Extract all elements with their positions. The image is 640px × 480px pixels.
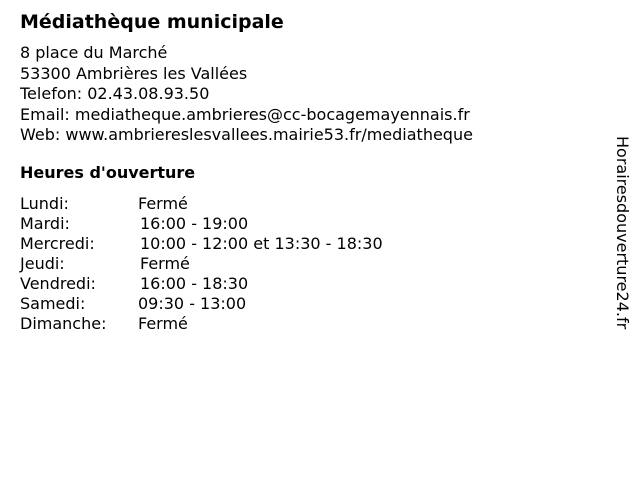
day-label: Jeudi: [20, 254, 65, 273]
street-address: 8 place du Marché [20, 43, 168, 62]
day-label: Dimanche: [20, 314, 107, 333]
hours-value: Fermé [138, 314, 188, 333]
phone-number: Telefon: 02.43.08.93.50 [20, 84, 210, 103]
day-label: Mardi: [20, 214, 70, 233]
site-watermark: Horairesdouverture24.fr [613, 136, 632, 330]
day-label: Mercredi: [20, 234, 95, 253]
hours-value: 10:00 - 12:00 et 13:30 - 18:30 [140, 234, 383, 253]
day-label: Samedi: [20, 294, 86, 313]
hours-value: Fermé [140, 254, 190, 273]
hours-value: Fermé [138, 194, 188, 213]
page-title: Médiathèque municipale [20, 11, 284, 33]
hours-value: 16:00 - 18:30 [140, 274, 249, 293]
email-address: Email: mediatheque.ambrieres@cc-bocagemayennais.fr [20, 104, 470, 124]
day-label: Lundi: [20, 194, 69, 213]
hours-heading: Heures d'ouverture [20, 163, 196, 182]
city-address: 53300 Ambrières les Vallées [20, 63, 248, 83]
day-label: Vendredi: [20, 274, 96, 293]
website-address: Web: www.ambriereslesvallees.mairie53.fr/mediatheque [20, 125, 473, 144]
hours-value: 09:30 - 13:00 [138, 294, 247, 313]
hours-value: 16:00 - 19:00 [140, 214, 249, 233]
address-block [20, 43, 473, 146]
